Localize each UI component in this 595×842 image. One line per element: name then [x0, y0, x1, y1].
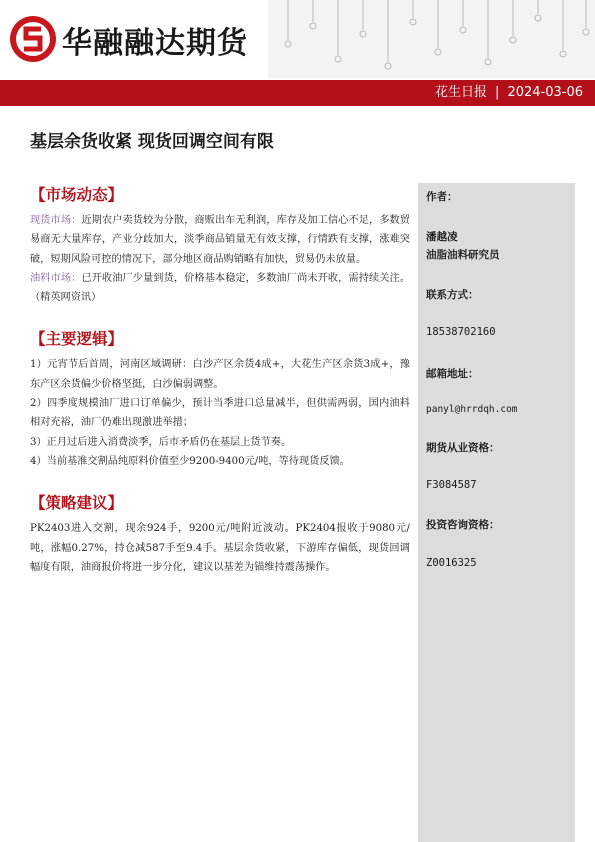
- author-title: 油脂油料研究员: [426, 249, 500, 261]
- logic-item: 1）元宵节后首周，河南区域调研：白沙产区余货4成+，大花生产区余货3成+，豫东产区余货偏少价格坚挺，白沙偏弱调整。: [30, 359, 410, 390]
- spot-paragraph: [30, 211, 410, 269]
- brand-name: 华融融达期货: [62, 26, 248, 61]
- contact-label: 联系方式：: [426, 289, 479, 301]
- logic-item: 3）正月过后进入消费淡季，后市矛盾仍在基层上货节奏。: [30, 436, 292, 448]
- strategy-heading: 【策略建议】: [30, 494, 124, 513]
- logic-item: 4）当前基准交割品纯原料价值至少9200-9400元/吨，等待现货反馈。: [30, 455, 350, 467]
- consult-value: Z0016325: [426, 557, 477, 569]
- decorative-pins-graphic: [268, 0, 595, 78]
- market-section: [30, 183, 410, 307]
- license-label: 期货从业资格：: [426, 442, 500, 454]
- oil-label: 油料市场：: [30, 272, 82, 284]
- strategy-text: PK2403进入交割，现余924手，9200元/吨附近波动。PK2404报收于9080元/吨，涨幅0.27%，持仓减587手至9.4手。基层余货收紧，下游库存偏低，现货回调幅度有限，油商报价将进一步分化，建议以基差为锚维持震荡操作。: [30, 523, 410, 573]
- market-heading: 【市场动态】: [30, 186, 124, 204]
- main-content: [30, 183, 410, 597]
- oil-text: 已开收油厂少量到货，价格基本稳定，多数油厂尚未开收，需持续关注。（精英网资讯）: [30, 272, 411, 304]
- oil-paragraph: [30, 269, 410, 308]
- consult-label: 投资咨询资格：: [426, 519, 500, 531]
- report-type: 花生日报: [435, 85, 488, 100]
- license-value: F3084587: [426, 479, 477, 491]
- spot-label: 现货市场：: [30, 215, 82, 226]
- logic-item: 2）四季度规模油厂进口订单偏少，预计当季进口总量减半，但供需两弱，国内油料相对充裕，油厂仍难出现激进举措；: [30, 398, 410, 429]
- logic-section: [30, 327, 410, 471]
- author-name: 潘越凌: [426, 231, 458, 243]
- logic-heading: 【主要逻辑】: [30, 330, 124, 349]
- spot-text: 近期农户卖货较为分散，商贩出车无利润，库存及加工信心不足，多数贸易商无大量库存，产业分歧加大，淡季商品销量无有效支撑，行情跌有支撑，涨难突破，短期风险可控的情况下，部分地区商品购销略有加快，贸易仍未放量。: [30, 215, 411, 265]
- page-title: 基层余货收紧 现货回调空间有限: [30, 132, 274, 152]
- hrrd-logo-icon: [8, 14, 58, 64]
- author-label: 作者：: [426, 191, 458, 203]
- report-meta: [435, 80, 583, 106]
- email-label: 邮箱地址：: [426, 368, 479, 380]
- email-value[interactable]: panyl@hrrdqh.com: [426, 404, 518, 415]
- meta-separator: |: [495, 85, 500, 100]
- strategy-section: [30, 491, 410, 577]
- phone-value: 18538702160: [426, 326, 496, 338]
- author-sidebar: [418, 183, 575, 842]
- report-header: [0, 0, 595, 80]
- report-date: 2024-03-06: [507, 85, 583, 100]
